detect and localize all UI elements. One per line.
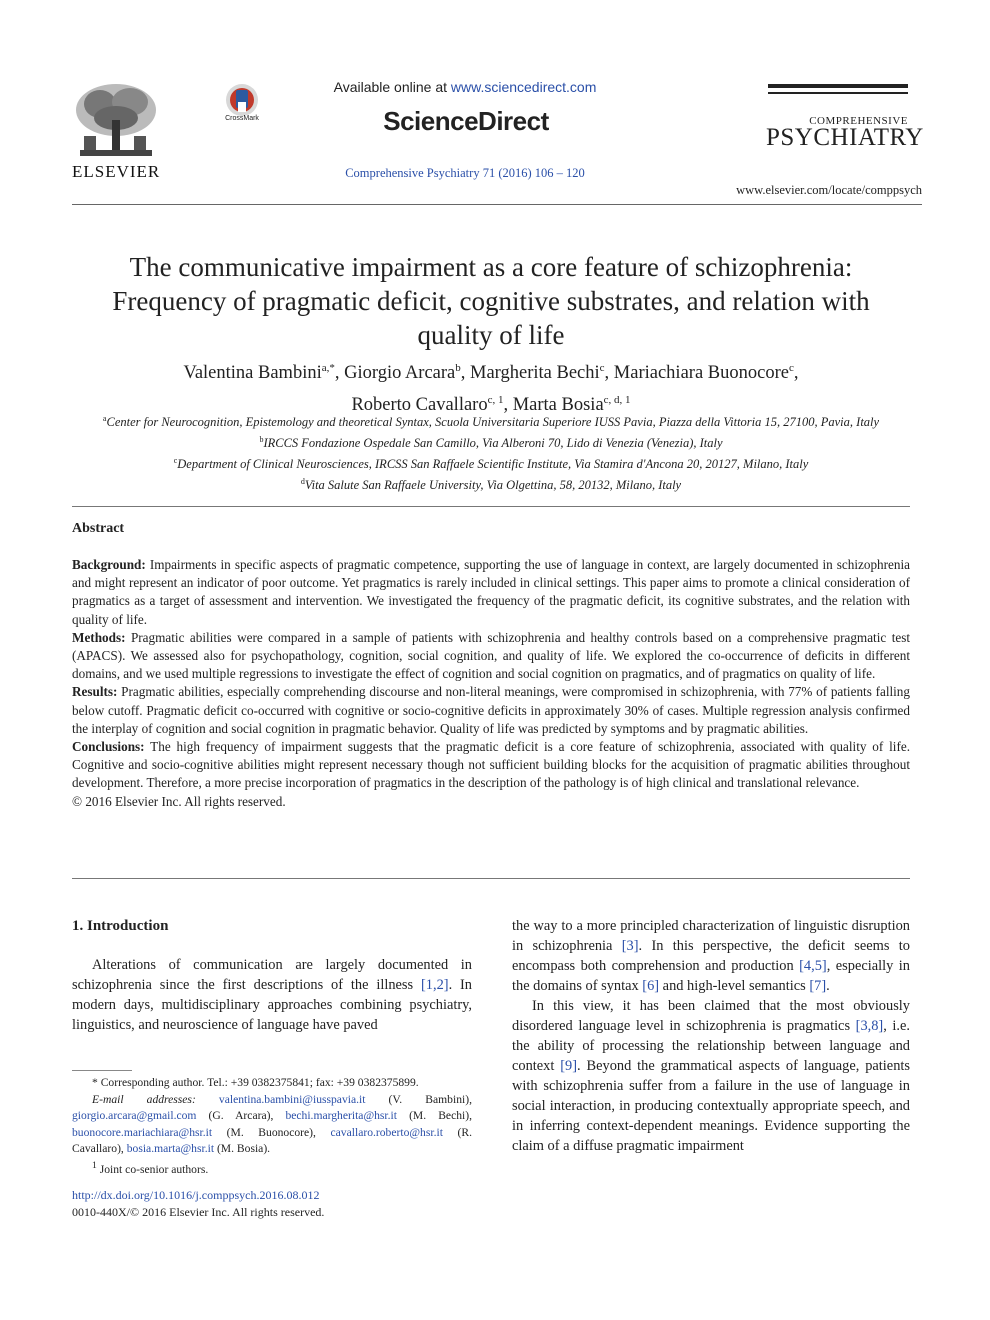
author-name[interactable]: Roberto Cavallaro — [351, 395, 488, 416]
author-name[interactable]: Margherita Bechi — [470, 363, 600, 384]
author-sup: b — [455, 362, 461, 374]
elsevier-tree-logo — [70, 80, 162, 162]
body-text: In this view, it has been claimed that the most obviously disordered language level in schizophrenia is pragmatics — [512, 998, 910, 1034]
intro-paragraph — [512, 996, 910, 1156]
abstract-top-rule — [72, 506, 910, 507]
journal-rule-top — [768, 84, 908, 88]
author-list: Valentina Bambini$^{a,*}$, Giorgio Arcara$^b$, Margherita Bechi$^c$, Mariachiara Buonocore$^c$, Roberto Cavallaro$^{c, 1}$, Marta Bosia$^{c, d, 1}$ — [183, 362, 799, 416]
journal-citation[interactable]: Comprehensive Psychiatry 71 (2016) 106 – 120 — [345, 166, 585, 180]
author-sup: c — [788, 362, 794, 374]
body-text: . In modern days, multidisciplinary approaches combining psychiatry, linguistics, and neuroscience of language have paved — [72, 977, 473, 1033]
body-text: and high-level semantics — [659, 978, 810, 994]
email-owner: (M. Bosia). — [214, 1142, 271, 1155]
email-note — [72, 1092, 472, 1158]
email-label: E-mail addresses: — [92, 1092, 196, 1106]
co-senior-note — [72, 1158, 472, 1178]
body-text: . Beyond the grammatical aspects of language, patients with schizophrenia suffer from a failure in the use of language in social interaction, in producing contextually appropriate speech, and in inferring context-dependent meanings. Evidence supporting the claim of a diffuse pragmatic impairment — [512, 1058, 910, 1154]
background-label: Background: — [72, 557, 146, 572]
journal-url[interactable]: www.elsevier.com/locate/comppsych — [736, 183, 922, 197]
email-owner: (G. Arcara), — [196, 1109, 286, 1122]
publisher-wordmark: ELSEVIER — [72, 162, 161, 181]
conclusions-label: Conclusions: — [72, 739, 145, 755]
citation-link[interactable]: [9] — [560, 1058, 578, 1074]
citation-link[interactable]: [6] — [642, 978, 660, 994]
affiliation-sup: d — [300, 477, 305, 487]
author-name[interactable]: Valentina Bambini — [183, 363, 322, 384]
abstract-conclusions — [72, 738, 910, 793]
sciencedirect-logo[interactable]: ScienceDirect — [383, 106, 549, 136]
email-owner: (M. Buonocore), — [212, 1125, 331, 1139]
affiliation-sup: a — [102, 414, 107, 423]
affiliation-text: Vita Salute San Raffaele University, Via Olgettina, 58, 20132, Milano, Italy — [304, 478, 682, 493]
email-owner: (M. Bechi), — [397, 1109, 473, 1122]
email-link[interactable]: valentina.bambini@iusspavia.it — [218, 1092, 366, 1106]
affiliation-text: Center for Neurocognition, Epistemology and theoretical Syntax, Scuola Universitaria Superiore IUSS Pavia, Piazza della Vittoria 15, 27100, Pavia, Italy — [106, 415, 880, 430]
affiliation-text: IRCCS Fondazione Ospedale San Camillo, Via Alberoni 70, Lido di Venezia (Venezia), Italy — [263, 436, 723, 451]
body-text: , i.e. the ability of processing the relationship between language and context — [512, 1018, 911, 1074]
co-senior-sup: 1 — [92, 1159, 97, 1171]
affiliation-text: Department of Clinical Neurosciences, IRCSS San Raffaele Scientific Institute, Via Stamira d'Ancona 20, 20127, Milano, Italy — [177, 457, 809, 472]
footnote-rule — [72, 1070, 132, 1071]
crossmark-label: CrossMark — [225, 115, 259, 122]
methods-label: Methods: — [72, 629, 126, 645]
doi-block — [72, 1187, 472, 1221]
abstract-results — [72, 683, 910, 738]
citation-link[interactable]: [7] — [809, 978, 827, 994]
citation-link[interactable]: [4,5] — [799, 958, 827, 974]
affiliation-sup: b — [259, 435, 264, 445]
author-name[interactable]: Giorgio Arcara — [344, 363, 456, 384]
affiliation-sup: c — [173, 456, 178, 466]
doi-link[interactable]: http://dx.doi.org/10.1016/j.comppsych.2016.08.012 — [72, 1188, 320, 1202]
footnotes — [72, 1075, 472, 1178]
email-link[interactable]: bosia.marta@hsr.it — [126, 1142, 215, 1155]
email-link[interactable]: bechi.margherita@hsr.it — [285, 1109, 397, 1122]
journal-name: PSYCHIATRY — [766, 124, 924, 151]
body-text: Alterations of communication are largely documented in schizophrenia since the first descriptions of the illness — [72, 957, 472, 993]
author-name[interactable]: Mariachiara Buonocore — [613, 363, 789, 384]
abstract-heading: Abstract — [72, 521, 125, 536]
conclusions-text: The high frequency of impairment suggests that the pragmatic deficit is a core feature of schizophrenia, associated with quality of life. Cognitive and socio-cognitive abilities might represent necessary though not sufficient building blocks for the acquisition of pragmatic abilities throughout development. Therefore, a more precise incorporation of pragmatics in the description of the pathology is of high clinical and translational relevance. — [72, 739, 910, 791]
author-sup: c, d, 1 — [603, 394, 631, 407]
background-text: Impairments in specific aspects of pragmatic competence, supporting the use of language in context, are largely documented in schizophrenia and might represent an indicator of poor outcome. Yet pragmatics is rarely included in clinical settings. This paper aims to promote a clinical consideration of pragmatics as a target of assessment and intervention. We investigated the frequency of the pragmatic deficit, its cognitive substrates, and the relation with quality of life. — [72, 557, 910, 627]
author-sup: a,* — [321, 362, 335, 374]
intro-paragraph — [512, 916, 910, 996]
issn-line: 0010-440X/© 2016 Elsevier Inc. All rights reserved. — [72, 1205, 325, 1219]
results-label: Results: — [72, 684, 118, 700]
affiliation-item — [72, 452, 910, 473]
email-link[interactable]: giorgio.arcara@gmail.com — [72, 1109, 197, 1122]
header-divider — [72, 204, 922, 205]
affiliations — [72, 410, 910, 495]
journal-name-small: COMPREHENSIVE — [809, 115, 908, 127]
email-owner: (V. Bambini), — [365, 1092, 472, 1106]
email-owner: (R. Cavallaro), — [72, 1125, 472, 1155]
citation-link[interactable]: [3] — [621, 938, 639, 954]
sciencedirect-link[interactable]: www.sciencedirect.com — [450, 79, 597, 95]
co-senior-text: Joint co-senior authors. — [99, 1162, 209, 1176]
body-text: , especially in the domains of syntax — [512, 958, 910, 994]
available-prefix: Available online at — [333, 79, 451, 95]
journal-rule-bottom — [768, 92, 908, 94]
citation-link[interactable]: [1,2] — [420, 977, 449, 993]
abstract-copyright: © 2016 Elsevier Inc. All rights reserved. — [72, 793, 286, 809]
citation-link[interactable]: [3,8] — [855, 1018, 884, 1034]
intro-paragraph — [72, 955, 472, 1035]
affiliation-item — [72, 473, 910, 494]
section-heading: 1. Introduction — [72, 918, 169, 934]
body-text: the way to a more principled characterization of linguistic disruption in schizophrenia — [512, 918, 910, 954]
methods-text: Pragmatic abilities were compared in a sample of patients with schizophrenia and healthy controls based on a comprehensive pragmatic test (APACS). We assessed also for psychopathology, cognition, social cognition, and quality of life. We explored the co-occurrence of deficits in different domains, and we used multiple regressions to investigate the effect of cognition and social cognition on pragmatics, and of pragmatics on quality of life. — [72, 629, 911, 682]
corresponding-author-note: * Corresponding author. Tel.: +39 0382375841; fax: +39 0382375899. — [92, 1076, 419, 1089]
body-text: . In this perspective, the deficit seems to encompass both comprehension and production — [512, 938, 910, 974]
available-online — [320, 79, 610, 95]
email-link[interactable]: buonocore.mariachiara@hsr.it — [72, 1125, 213, 1139]
abstract-body — [72, 556, 910, 811]
abstract-bottom-rule — [72, 878, 910, 879]
article-title: The communicative impairment as a core feature of schizophrenia: Frequency of pragmatic deficit, cognitive substrates, and relation with quality of life — [112, 252, 870, 350]
intro-left-column — [72, 955, 472, 1035]
abstract-methods — [72, 629, 910, 684]
author-name[interactable]: Marta Bosia — [512, 395, 604, 416]
email-link[interactable]: cavallaro.roberto@hsr.it — [330, 1125, 443, 1139]
affiliation-item — [72, 410, 910, 431]
body-text: . — [826, 978, 830, 994]
abstract-background — [72, 556, 910, 629]
affiliation-item — [72, 431, 910, 452]
author-sup: c — [599, 362, 605, 374]
results-text: Pragmatic abilities, especially comprehending discourse and non-literal meanings, were compromised in schizophrenia, with 77% of patients falling below cutoff. Pragmatic deficit co-occurred with cognitive or socio-cognitive deficits in approximately 30% of cases. Multiple regression analysis confirmed the interplay of cognition and social cognition in pragmatic behavior. Quality of life was predicted by symptoms and by pragmatic abilities. — [72, 684, 910, 736]
intro-right-column — [512, 916, 910, 1156]
author-sup: c, 1 — [487, 394, 504, 407]
